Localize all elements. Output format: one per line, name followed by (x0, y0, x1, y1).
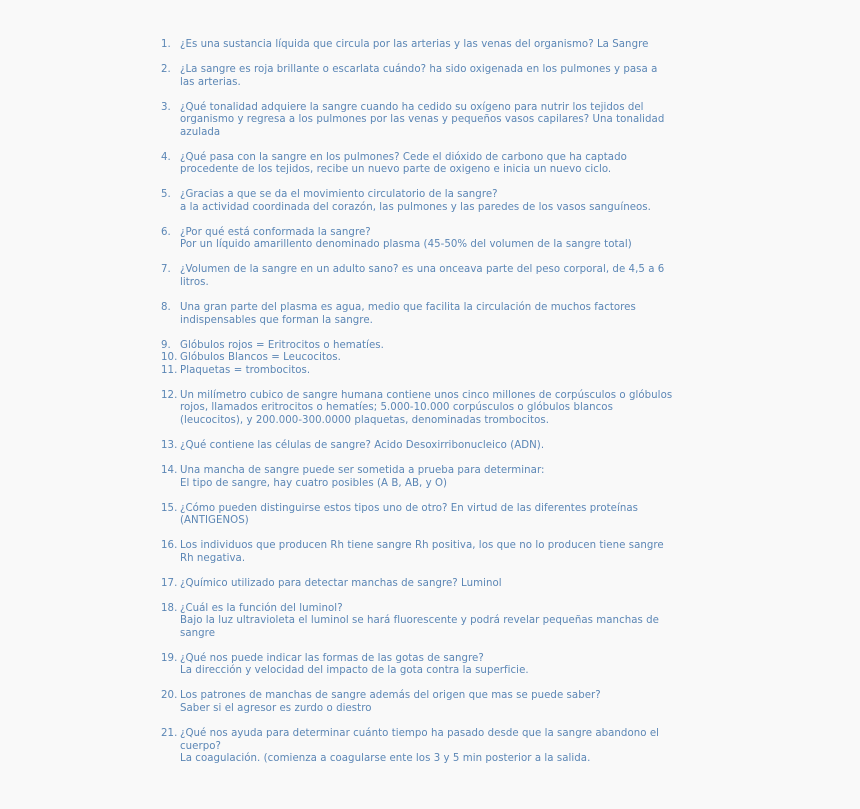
item-text (180, 102, 721, 140)
item-line: Saber si el agresor es zurdo o diestro (180, 703, 372, 715)
item-number: 15. (161, 502, 178, 514)
item-text (180, 540, 721, 565)
item-line: Glóbulos rojos = Eritrocitos o hematíes. (180, 339, 384, 351)
item-line: Un milímetro cubico de sangre humana contiene unos cinco millones de corpúsculos o glóbulos (180, 389, 673, 401)
item-number: 14. (161, 464, 178, 476)
item-line: rojos, llamados eritrocitos o hematíes; 5.000-10.000 corpúsculos o glóbulos blancos (180, 402, 613, 414)
item-line: ¿Qué tonalidad adquiere la sangre cuando ha cedido su oxígeno para nutrir los tejidos del (180, 101, 644, 113)
item-line: organismo y regresa a los pulmones por las venas y pequeños vasos capilares? Una tonalidad (180, 114, 665, 126)
item-line: ¿Cuál es la función del luminol? (180, 602, 343, 614)
item-text (180, 503, 721, 528)
item-text (180, 352, 721, 365)
list-item (161, 352, 721, 365)
item-number: 4. (161, 151, 171, 163)
item-number: 13. (161, 439, 178, 451)
item-line: Una mancha de sangre puede ser sometida a prueba para determinar: (180, 464, 545, 476)
item-line: ¿Qué contiene las células de sangre? Acido Desoxirribonucleico (ADN). (180, 439, 545, 451)
item-text (180, 264, 721, 289)
item-line: Bajo la luz ultravioleta el luminol se hará fluorescente y podrá revelar pequeñas manchas de (180, 615, 659, 627)
item-line: ¿Volumen de la sangre en un adulto sano? es una onceava parte del peso corporal, de 4,5 a 6 (180, 264, 665, 276)
item-text (180, 603, 721, 641)
item-line: ¿Qué nos puede indicar las formas de las gotas de sangre? (180, 652, 484, 664)
item-line: Glóbulos Blancos = Leucocitos. (180, 352, 341, 364)
item-text (180, 340, 721, 353)
list-item (161, 102, 721, 140)
item-text (180, 227, 721, 252)
item-line: (ANTIGENOS) (180, 515, 249, 527)
item-line: ¿Cómo pueden distinguirse estos tipos uno de otro? En virtud de las diferentes proteínas (180, 502, 638, 514)
item-text (180, 189, 721, 214)
item-line: La dirección y velocidad del impacto de la gota contra la superficie. (180, 665, 529, 677)
item-text (180, 39, 721, 52)
list-item (161, 690, 721, 715)
item-text (180, 365, 721, 378)
list-item (161, 39, 721, 52)
list-item (161, 540, 721, 565)
item-text (180, 302, 721, 327)
item-number: 12. (161, 389, 178, 401)
item-line: Los patrones de manchas de sangre además del origen que mas se puede saber? (180, 690, 601, 702)
item-line: El tipo de sangre, hay cuatro posibles (A B, AB, y O) (180, 477, 448, 489)
item-line: ¿Es una sustancia líquida que circula por las arterias y las venas del organismo? La Sangre (180, 39, 649, 50)
item-text (180, 653, 721, 678)
item-text (180, 152, 721, 177)
item-line: (leucocitos), y 200.000-300.0000 plaquetas, denominadas trombocitos. (180, 414, 550, 426)
list-item (161, 503, 721, 528)
item-number: 10. (161, 352, 178, 364)
list-item (161, 340, 721, 353)
item-number: 3. (161, 101, 171, 113)
item-line: ¿Qué nos ayuda para determinar cuánto tiempo ha pasado desde que la sangre abandono el (180, 728, 660, 739)
list-item (161, 440, 721, 453)
item-number: 17. (161, 577, 178, 589)
item-number: 7. (161, 264, 171, 276)
item-line: Una gran parte del plasma es agua, medio que facilita la circulación de muchos factores (180, 302, 636, 314)
item-number: 8. (161, 302, 171, 314)
list-item (161, 227, 721, 252)
question-answer-list (161, 39, 721, 766)
item-line: litros. (180, 277, 209, 289)
list-item (161, 152, 721, 177)
list-item (161, 302, 721, 327)
list-item (161, 264, 721, 289)
list-item (161, 465, 721, 490)
item-text (180, 728, 721, 766)
item-line: cuerpo? (180, 740, 221, 752)
list-item (161, 653, 721, 678)
item-text (180, 440, 721, 453)
list-item (161, 728, 721, 766)
item-number: 20. (161, 690, 178, 702)
item-number: 9. (161, 339, 171, 351)
item-line: ¿La sangre es roja brillante o escarlata cuándo? ha sido oxigenada en los pulmones y pasa a (180, 63, 658, 75)
item-number: 18. (161, 602, 178, 614)
item-number: 11. (161, 364, 178, 376)
list-item (161, 578, 721, 591)
item-line: sangre (180, 627, 216, 639)
item-number: 21. (161, 728, 178, 739)
item-line: azulada (180, 126, 221, 138)
item-line: ¿Qué pasa con la sangre en los pulmones? Cede el dióxido de carbono que ha captado (180, 151, 627, 163)
item-line: Por un líquido amarillento denominado plasma (45-50% del volumen de la sangre total) (180, 239, 632, 251)
list-item (161, 64, 721, 89)
item-line: ¿Químico utilizado para detectar manchas de sangre? Luminol (180, 577, 502, 589)
item-line: ¿Por qué está conformada la sangre? (180, 226, 371, 238)
item-text (180, 390, 721, 428)
item-text (180, 578, 721, 591)
item-line: Plaquetas = trombocitos. (180, 364, 311, 376)
list-item (161, 189, 721, 214)
item-number: 5. (161, 189, 171, 201)
item-text (180, 690, 721, 715)
item-line: Los individuos que producen Rh tiene sangre Rh positiva, los que no lo producen tiene sangre (180, 540, 664, 552)
item-line: a la actividad coordinada del corazón, las pulmones y las paredes de los vasos sanguíneos. (180, 201, 651, 213)
item-number: 1. (161, 39, 171, 50)
item-line: indispensables que forman la sangre. (180, 314, 373, 326)
item-number: 6. (161, 226, 171, 238)
item-line: ¿Gracias a que se da el movimiento circulatorio de la sangre? (180, 189, 498, 201)
list-item (161, 365, 721, 378)
item-number: 19. (161, 652, 178, 664)
item-line: Rh negativa. (180, 552, 246, 564)
item-text (180, 64, 721, 89)
list-item (161, 603, 721, 641)
list-item (161, 390, 721, 428)
item-text (180, 465, 721, 490)
item-number: 2. (161, 63, 171, 75)
item-line: las arterias. (180, 76, 241, 88)
item-line: La coagulación. (comienza a coagularse ente los 3 y 5 min posterior a la salida. (180, 753, 591, 765)
item-line: procedente de los tejidos, recibe un nuevo parte de oxigeno e inicia un nuevo ciclo. (180, 164, 612, 176)
item-number: 16. (161, 540, 178, 552)
